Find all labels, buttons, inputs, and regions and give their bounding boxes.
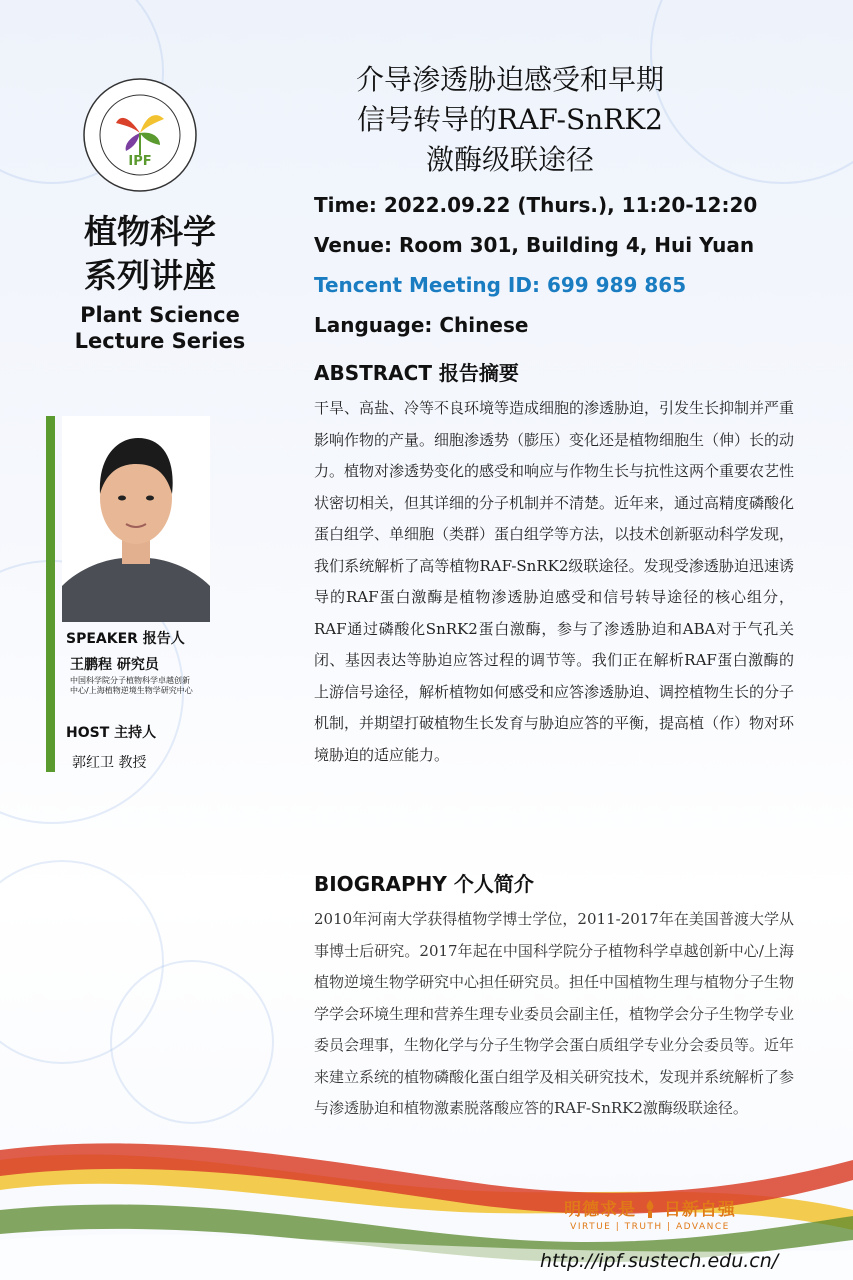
- motto-en: VIRTUE | TRUTH | ADVANCE: [570, 1222, 730, 1232]
- series-title-en-line1: Plant Science: [80, 303, 240, 327]
- host-name: 郭红卫 教授: [72, 755, 147, 771]
- series-title-cn-line1: 植物科学: [84, 212, 216, 251]
- speaker-photo: [62, 416, 210, 622]
- talk-title: [300, 60, 720, 180]
- series-title-cn: [40, 210, 260, 298]
- host-label: HOST 主持人: [66, 725, 157, 741]
- speaker-label: SPEAKER 报告人: [66, 631, 185, 647]
- motto-right: 日新自强: [663, 1200, 736, 1220]
- series-title-cn-line2: 系列讲座: [84, 256, 216, 295]
- speaker-affiliation: [70, 676, 260, 696]
- left-panel: [0, 0, 300, 1280]
- ipf-logo: [80, 75, 200, 195]
- speaker-name: 王鹏程 研究员: [70, 657, 159, 673]
- talk-title-line2: 信号转导的RAF-SnRK2: [357, 103, 663, 136]
- tencent-meeting-id[interactable]: Tencent Meeting ID: 699 989 865: [314, 273, 687, 297]
- series-title-en: [40, 302, 280, 354]
- logo-initials: IPF: [128, 154, 152, 169]
- biography-text: 2010年河南大学获得植物学博士学位，2011-2017年在美国普渡大学从事博士后研究。2017年起在中国科学院分子植物科学卓越创新中心/上海植物逆境生物学研究中心担任研究员。担任中国植物生理与植物分子生物学学会环境生理和营养生理专业委员会副主任，植物学会分子生物学专业委员会理事，生物化学与分子生物学会蛋白质组学专业分会委员等。近年来建立系统的植物磷酸化蛋白组学及相关研究技术，发现并系统解析了参与渗透胁迫和植物激素脱落酸应答的RAF-SnRK2激酶级联途径。: [314, 910, 795, 1117]
- talk-venue: Venue: Room 301, Building 4, Hui Yuan: [314, 233, 755, 257]
- talk-title-line3: 激酶级联途径: [425, 143, 594, 176]
- university-motto: [560, 1195, 740, 1232]
- biography-heading: BIOGRAPHY 个人简介: [314, 872, 534, 896]
- series-title-en-line2: Lecture Series: [74, 329, 246, 353]
- institute-url[interactable]: http://ipf.sustech.edu.cn/: [540, 1250, 779, 1272]
- speaker-affiliation-line1: 中国科学院分子植物科学卓越创新: [70, 676, 190, 685]
- talk-time: Time: 2022.09.22 (Thurs.), 11:20-12:20: [314, 193, 758, 217]
- speaker-affiliation-line2: 中心/上海植物逆境生物学研究中心: [70, 686, 193, 695]
- abstract-heading: ABSTRACT 报告摘要: [314, 361, 519, 385]
- accent-bar: [46, 416, 55, 772]
- torch-icon: [643, 1200, 657, 1218]
- talk-language: Language: Chinese: [314, 313, 529, 337]
- motto-cn: [560, 1195, 740, 1220]
- motto-left: 明德求是: [564, 1200, 637, 1220]
- abstract-text: 干旱、高盐、冷等不良环境等造成细胞的渗透胁迫，引发生长抑制并严重影响作物的产量。细胞渗透势（膨压）变化还是植物细胞生（伸）长的动力。植物对渗透势变化的感受和响应与作物生长与抗性这两个重要农艺性状密切相关，但其详细的分子机制并不清楚。近年来，通过高精度磷酸化蛋白组学、单细胞（类群）蛋白组学等方法，以技术创新驱动科学发现，我们系统解析了高等植物RAF-SnRK2级联途径。发现受渗透胁迫迅速诱导的RAF蛋白激酶是植物渗透胁迫感受和信号转导途径的核心组分，RAF通过磷酸化SnRK2蛋白激酶，参与了渗透胁迫和ABA对于气孔关闭、基因表达等胁迫应答过程的调节等。我们正在解析RAF蛋白激酶的上游信号途径，解析植物如何感受和应答渗透胁迫、调控植物生长的分子机制，并期望打破植物生长发育与胁迫应答的平衡，提高植（作）物对环境胁迫的适应能力。: [314, 399, 795, 764]
- talk-title-line1: 介导渗透胁迫感受和早期: [355, 63, 664, 96]
